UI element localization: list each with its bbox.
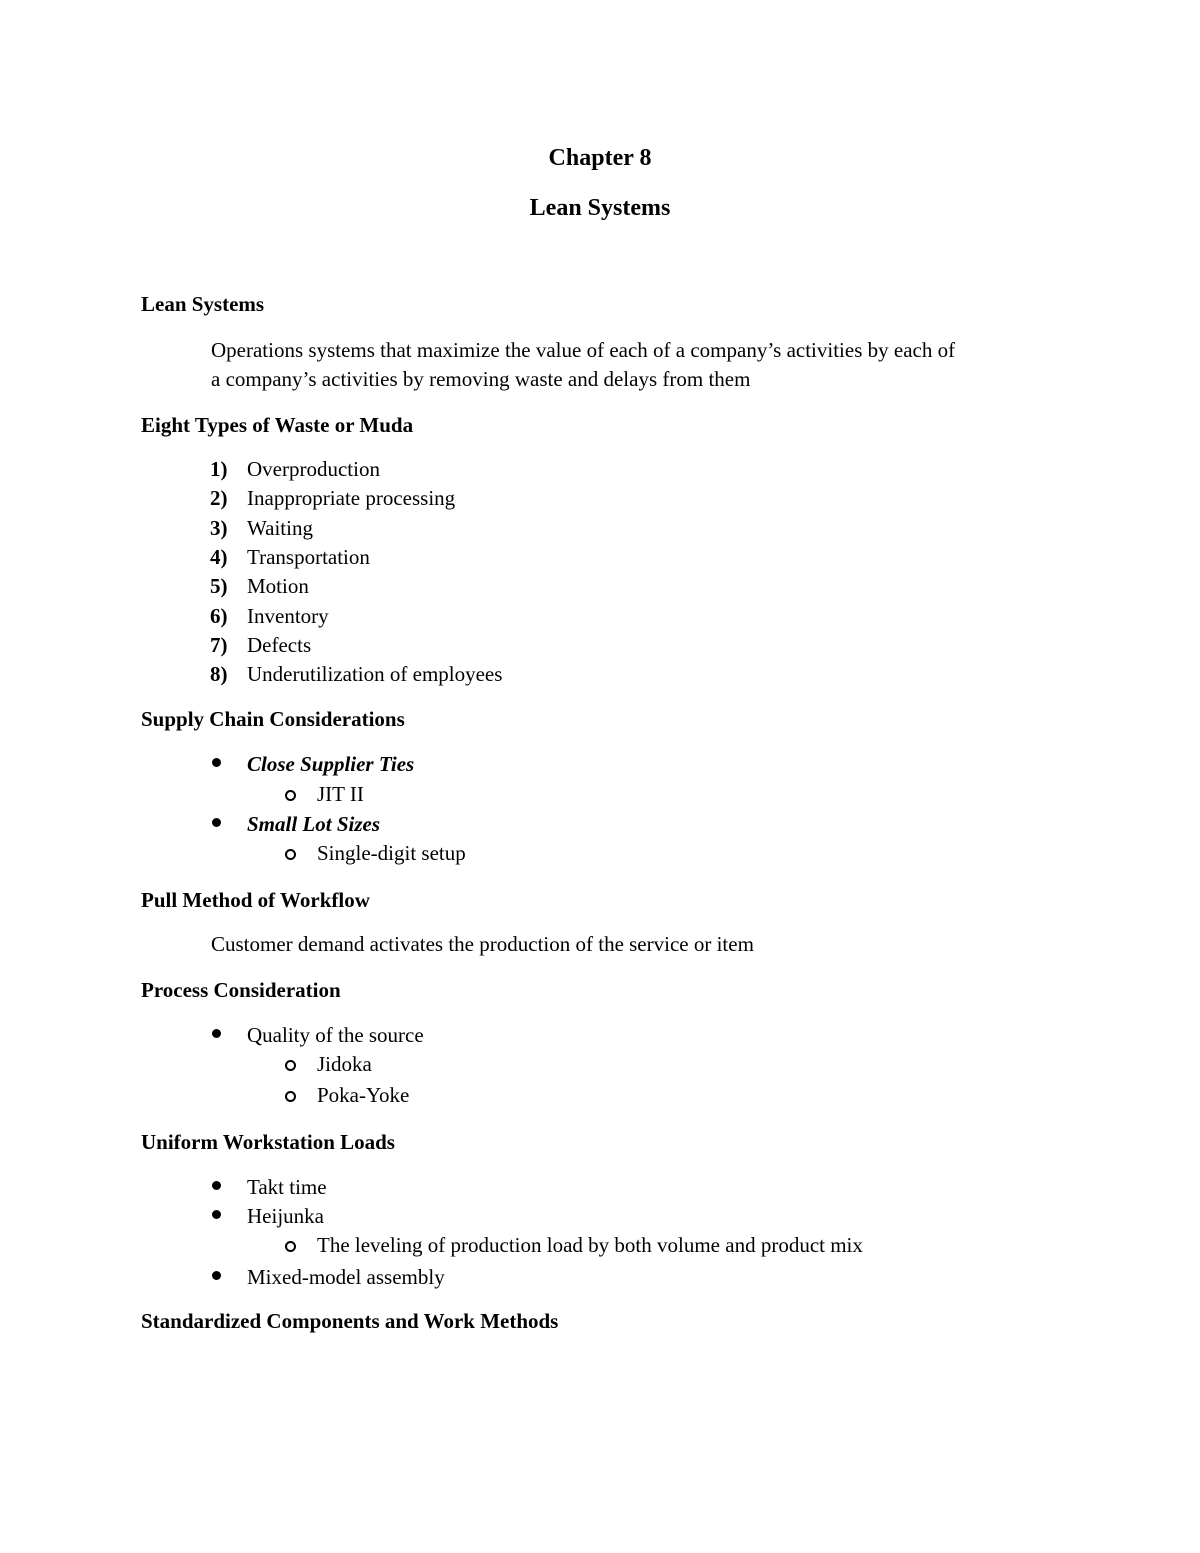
list-item: Inappropriate processing: [247, 486, 456, 510]
circle-bullet-icon: [285, 1060, 296, 1071]
list-item: Underutilization of employees: [247, 662, 503, 686]
list-number: 6): [210, 604, 228, 628]
list-item: Defects: [247, 633, 312, 657]
sub-bullet-item: The leveling of production load by both volume and product mix: [317, 1233, 863, 1257]
chapter-subtitle: Lean Systems: [529, 195, 671, 221]
sub-bullet-item: JIT II: [317, 782, 364, 806]
sub-bullet-item: Single-digit setup: [317, 841, 466, 865]
bullet-icon: [212, 818, 221, 827]
bullet-item: Small Lot Sizes: [247, 812, 381, 836]
bullet-icon: [212, 1271, 221, 1280]
list-number: 2): [210, 486, 228, 510]
list-number: 3): [210, 516, 228, 540]
list-item: Transportation: [247, 545, 370, 569]
circle-bullet-icon: [285, 790, 296, 801]
bullet-icon: [212, 758, 221, 767]
chapter-title: Chapter 8: [548, 145, 652, 171]
definition-line-1: Operations systems that maximize the value of each of a company’s activities by each of: [211, 338, 956, 362]
circle-bullet-icon: [285, 1091, 296, 1102]
sub-bullet-item: Jidoka: [317, 1052, 372, 1076]
bullet-item: Quality of the source: [247, 1023, 424, 1047]
list-number: 7): [210, 633, 228, 657]
definition-line-2: a company’s activities by removing waste and delays from them: [211, 367, 751, 391]
list-item: Inventory: [247, 604, 329, 628]
bullet-item: Close Supplier Ties: [247, 752, 415, 776]
list-item: Motion: [247, 574, 309, 598]
bullet-item: Mixed-model assembly: [247, 1265, 445, 1289]
pull-method-text: Customer demand activates the production of the service or item: [211, 932, 754, 956]
section-heading-lean-systems: Lean Systems: [141, 292, 265, 316]
section-heading-pull-method: Pull Method of Workflow: [141, 888, 370, 912]
list-item: Overproduction: [247, 457, 380, 481]
circle-bullet-icon: [285, 1241, 296, 1252]
bullet-icon: [212, 1029, 221, 1038]
section-heading-standardized: Standardized Components and Work Methods: [141, 1309, 559, 1333]
list-number: 4): [210, 545, 228, 569]
list-item: Waiting: [247, 516, 313, 540]
list-number: 5): [210, 574, 228, 598]
section-heading-process: Process Consideration: [141, 978, 341, 1002]
list-number: 8): [210, 662, 228, 686]
bullet-icon: [212, 1181, 221, 1190]
section-heading-waste: Eight Types of Waste or Muda: [141, 413, 414, 437]
bullet-icon: [212, 1210, 221, 1219]
bullet-item: Heijunka: [247, 1204, 324, 1228]
sub-bullet-item: Poka-Yoke: [317, 1083, 410, 1107]
section-heading-uniform-loads: Uniform Workstation Loads: [141, 1130, 395, 1154]
circle-bullet-icon: [285, 849, 296, 860]
bullet-item: Takt time: [247, 1175, 327, 1199]
list-number: 1): [210, 457, 228, 481]
section-heading-supply-chain: Supply Chain Considerations: [141, 707, 405, 731]
